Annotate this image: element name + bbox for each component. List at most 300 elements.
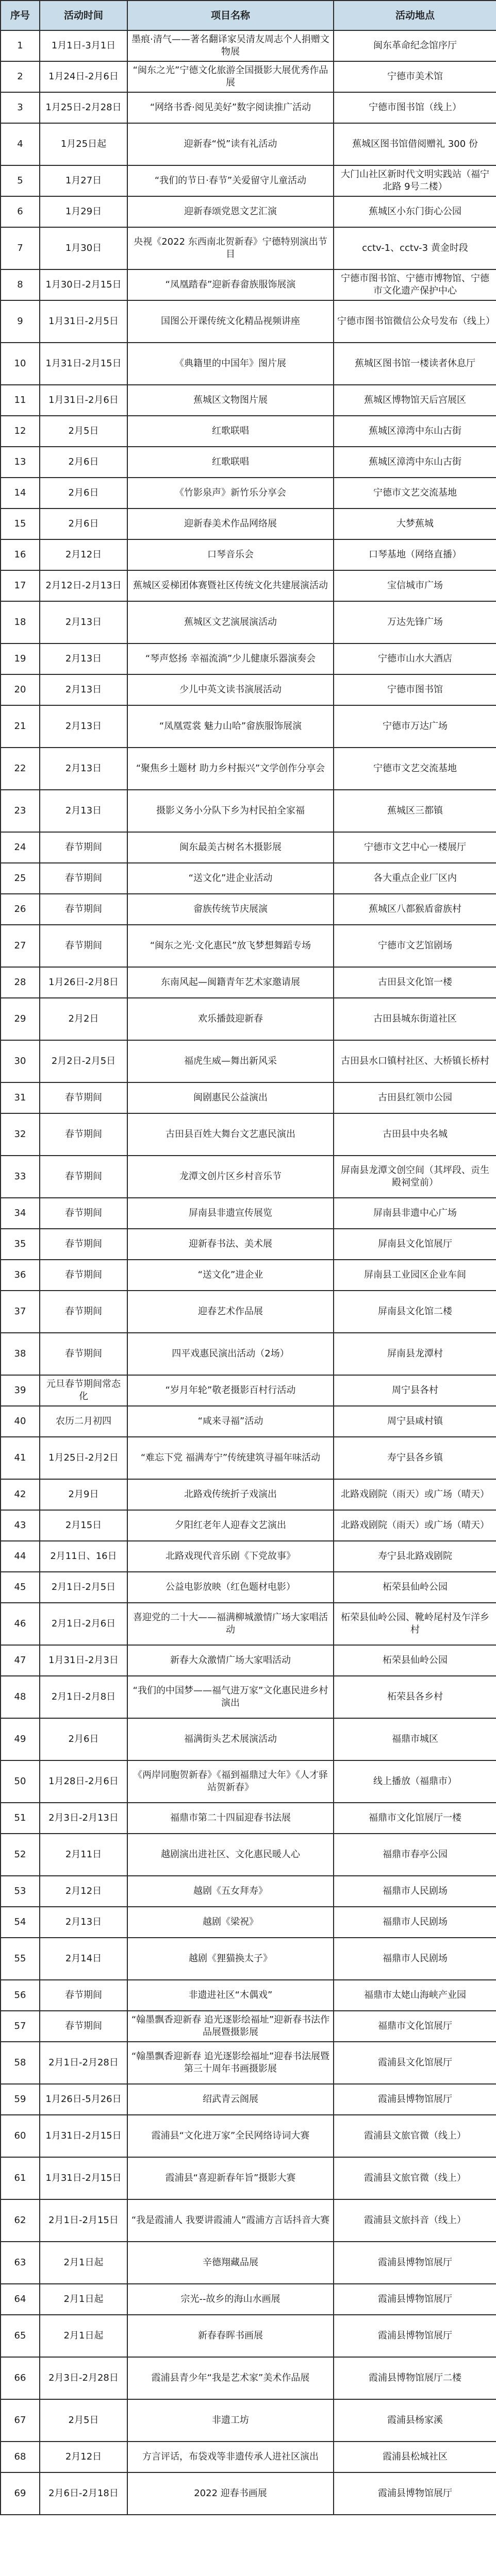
row-time: 1月28日-2月6日 [40, 1760, 127, 1803]
row-name: 福满街头艺术展演活动 [127, 1718, 334, 1760]
row-name: 公益电影放映（红色题材电影） [127, 1572, 334, 1603]
row-name: 蕉城区文艺演展演活动 [127, 601, 334, 643]
row-name: 迎新春“悦”读有礼活动 [127, 123, 334, 165]
table-row [1, 748, 496, 790]
row-location: 古田县红领巾公园 [334, 1082, 496, 1113]
row-time: 2月14日 [40, 1938, 127, 1980]
row-name: 霞浦县“文化进万家”全民网络诗词大赛 [127, 2115, 334, 2157]
row-name: 《竹影泉声》新竹乐分享会 [127, 478, 334, 509]
row-location: 屏南县龙潭文创空间（其坪段、贡生殿祠堂前） [334, 1156, 496, 1198]
row-location: 宁德市图书馆（线上） [334, 92, 496, 123]
row-number: 5 [1, 165, 40, 196]
row-time: 1月29日 [40, 196, 127, 227]
row-time: 2月6日 [40, 478, 127, 509]
row-number: 17 [1, 570, 40, 601]
row-location: 各大重点企业厂区内 [334, 863, 496, 894]
table-row [1, 790, 496, 832]
row-number: 59 [1, 2084, 40, 2115]
row-location: 福鼎市人民剧场 [334, 1907, 496, 1938]
row-name: 蕉城区文物图片展 [127, 385, 334, 416]
row-number: 46 [1, 1603, 40, 1645]
row-number: 20 [1, 674, 40, 705]
row-name: 越剧演出进社区、文化惠民暖人心 [127, 1834, 334, 1876]
row-time: 2月2日 [40, 998, 127, 1040]
row-time: 2月5日 [40, 2399, 127, 2442]
row-number: 23 [1, 790, 40, 832]
row-number: 34 [1, 1198, 40, 1229]
row-name: 2022 迎春书画展 [127, 2472, 334, 2515]
row-number: 12 [1, 416, 40, 447]
row-location: 寿宁县北路戏剧院 [334, 1541, 496, 1572]
row-time: 春节期间 [40, 1291, 127, 1333]
row-name: 喜迎党的二十大——福满柳城激情广场大家唱活动 [127, 1603, 334, 1645]
row-number: 8 [1, 269, 40, 300]
table-row [1, 1876, 496, 1907]
table-row [1, 1760, 496, 1803]
row-location: 福鼎市春亭公园 [334, 1834, 496, 1876]
row-name: “闽东之光”宁德文化旅游全国摄影大展优秀作品展 [127, 61, 334, 92]
table-row [1, 1406, 496, 1437]
row-time: 2月3日-2月13日 [40, 1803, 127, 1834]
row-number: 25 [1, 863, 40, 894]
row-time: 1月31日-2月3日 [40, 1645, 127, 1676]
row-number: 61 [1, 2157, 40, 2199]
row-name: 宗光--故乡的海山水画展 [127, 2284, 334, 2315]
table-row [1, 1803, 496, 1834]
row-location: 蕉城区图书馆一楼读者休息厅 [334, 343, 496, 385]
row-name: 墨痕·清气——著名翻译家吴清友周志个人捐赠文物展 [127, 30, 334, 61]
row-number: 1 [1, 30, 40, 61]
table-row [1, 2472, 496, 2515]
row-location: 霞浦县文旅官微（线上） [334, 2115, 496, 2157]
row-location: 霞浦县文旅抖音（线上） [334, 2199, 496, 2242]
table-row [1, 894, 496, 925]
row-time: 1月31日-2月15日 [40, 343, 127, 385]
row-number: 31 [1, 1082, 40, 1113]
table-row [1, 2115, 496, 2157]
row-time: 2月13日 [40, 790, 127, 832]
row-location: 大门山社区新时代文明实践站（福宁北路 9号二楼） [334, 165, 496, 196]
table-row [1, 1645, 496, 1676]
table-row [1, 863, 496, 894]
table-row [1, 1676, 496, 1718]
row-name: “翰墨飘香迎新春 追光逐影绘福址”迎春书法展暨第三十周年书画摄影展 [127, 2042, 334, 2084]
row-location: 霞浦县文化馆展厅 [334, 2042, 496, 2084]
row-number: 69 [1, 2472, 40, 2515]
row-name: “闽东之光·文化惠民”放飞梦想舞蹈专场 [127, 925, 334, 967]
row-number: 47 [1, 1645, 40, 1676]
row-name: 越剧《梁祝》 [127, 1907, 334, 1938]
row-location: 口琴基地（网络直播） [334, 539, 496, 570]
row-location: 蕉城区八都猴盾畲族村 [334, 894, 496, 925]
table-row [1, 2442, 496, 2472]
row-number: 51 [1, 1803, 40, 1834]
row-time: 2月2日-2月5日 [40, 1040, 127, 1082]
row-location: 古田县城东街道社区 [334, 998, 496, 1040]
row-time: 2月15日 [40, 1510, 127, 1541]
row-time: 春节期间 [40, 1198, 127, 1229]
row-name: 迎新春书法、美术展 [127, 1229, 334, 1260]
table-row [1, 1938, 496, 1980]
table-row [1, 227, 496, 269]
row-name: “岁月年轮”敬老摄影百村行活动 [127, 1375, 334, 1406]
row-time: 2月13日 [40, 674, 127, 705]
row-number: 57 [1, 2011, 40, 2042]
row-number: 27 [1, 925, 40, 967]
row-time: 2月3日-2月28日 [40, 2357, 127, 2399]
row-location: cctv-1、cctv-3 黄金时段 [334, 227, 496, 269]
row-location: 北路戏剧院（雨天）或广场（晴天） [334, 1479, 496, 1510]
table-body [1, 30, 496, 2515]
row-time: 2月1日-2月5日 [40, 1572, 127, 1603]
header-name: 项目名称 [127, 1, 334, 30]
table-row [1, 92, 496, 123]
row-name: “翰墨飘香迎新春 追光逐影绘福址”迎新春书法作品展暨摄影展 [127, 2011, 334, 2042]
row-name: “聚焦乡土题材 助力乡村振兴”文学创作分享会 [127, 748, 334, 790]
table-row [1, 1291, 496, 1333]
table-row [1, 925, 496, 967]
row-time: 2月11日 [40, 1834, 127, 1876]
row-number: 50 [1, 1760, 40, 1803]
row-location: 霞浦县杨家溪 [334, 2399, 496, 2442]
row-time: 2月6日 [40, 447, 127, 478]
row-name: 夕阳红老年人迎春文艺演出 [127, 1510, 334, 1541]
table-row [1, 1333, 496, 1375]
row-number: 15 [1, 509, 40, 539]
table-row [1, 601, 496, 643]
row-number: 63 [1, 2242, 40, 2284]
table-row [1, 998, 496, 1040]
row-number: 54 [1, 1907, 40, 1938]
table-row [1, 2357, 496, 2399]
row-time: 2月1日-2月8日 [40, 1676, 127, 1718]
row-name: 方言评话，布袋戏等非遗传承人进社区演出 [127, 2442, 334, 2472]
row-name: “送文化”进企业 [127, 1260, 334, 1291]
row-number: 43 [1, 1510, 40, 1541]
row-location: 寿宁县各乡镇 [334, 1437, 496, 1479]
row-name: 北路戏现代音乐剧《下党故事》 [127, 1541, 334, 1572]
table-row [1, 1572, 496, 1603]
row-name: 闽东最美古树名木摄影展 [127, 832, 334, 863]
row-number: 64 [1, 2284, 40, 2315]
row-location: 蕉城区三都镇 [334, 790, 496, 832]
row-name: 迎新春美术作品网络展 [127, 509, 334, 539]
row-number: 24 [1, 832, 40, 863]
row-name: 非遗工坊 [127, 2399, 334, 2442]
row-location: 福鼎市人民剧场 [334, 1938, 496, 1980]
row-location: 屏南县龙潭村 [334, 1333, 496, 1375]
row-name: 欢乐播鼓迎新春 [127, 998, 334, 1040]
table-row [1, 1198, 496, 1229]
row-location: 蕉城区小东门街心公园 [334, 196, 496, 227]
row-location: 霞浦县博物馆展厅 [334, 2242, 496, 2284]
row-time: 1月24日-2月6日 [40, 61, 127, 92]
table-row [1, 1113, 496, 1156]
row-location: 周宁县各村 [334, 1375, 496, 1406]
table-row [1, 196, 496, 227]
row-number: 65 [1, 2315, 40, 2357]
row-time: 2月11日、16日 [40, 1541, 127, 1572]
row-location: 霞浦县博物馆展厅 [334, 2472, 496, 2515]
row-number: 22 [1, 748, 40, 790]
table-row [1, 2084, 496, 2115]
row-time: 1月31日-2月5日 [40, 300, 127, 343]
row-name: 越剧《狸猫换太子》 [127, 1938, 334, 1980]
row-location: 霞浦县文旅官微（线上） [334, 2157, 496, 2199]
row-number: 4 [1, 123, 40, 165]
row-number: 2 [1, 61, 40, 92]
row-name: 《两岸同胞贺新春》《福到福鼎过大年》《人才驿站贺新春》 [127, 1760, 334, 1803]
row-number: 21 [1, 705, 40, 748]
row-location: 宁德市美术馆 [334, 61, 496, 92]
row-name: 龙潭文创片区乡村音乐节 [127, 1156, 334, 1198]
row-name: 迎春艺术作品展 [127, 1291, 334, 1333]
header-location: 活动地点 [334, 1, 496, 30]
row-number: 49 [1, 1718, 40, 1760]
row-time: 春节期间 [40, 1113, 127, 1156]
row-number: 60 [1, 2115, 40, 2157]
row-time: 1月31日-2月15日 [40, 2115, 127, 2157]
row-time: 农历二月初四 [40, 1406, 127, 1437]
table-row [1, 705, 496, 748]
row-location: 宁德市图书馆微信公众号发布（线上） [334, 300, 496, 343]
row-time: 2月1日-2月6日 [40, 1603, 127, 1645]
table-row [1, 1718, 496, 1760]
table-row [1, 967, 496, 998]
row-location: 宁德市万达广场 [334, 705, 496, 748]
row-location: 柘荣县仙岭公园 [334, 1645, 496, 1676]
row-time: 2月12日-2月13日 [40, 570, 127, 601]
row-location: 霞浦县博物馆展厅 [334, 2084, 496, 2115]
table-row [1, 1437, 496, 1479]
row-location: 大梦蕉城 [334, 509, 496, 539]
row-time: 2月13日 [40, 601, 127, 643]
row-location: 古田县中央名城 [334, 1113, 496, 1156]
row-number: 11 [1, 385, 40, 416]
header-time: 活动时间 [40, 1, 127, 30]
table-row [1, 2399, 496, 2442]
table-row [1, 570, 496, 601]
row-time: 春节期间 [40, 1082, 127, 1113]
row-location: 周宁县咸村镇 [334, 1406, 496, 1437]
row-time: 1月26日-2月8日 [40, 967, 127, 998]
row-location: 古田县水口镇村社区、大桥镇长桥村 [334, 1040, 496, 1082]
row-name: 红歌联唱 [127, 447, 334, 478]
table-row [1, 1980, 496, 2011]
row-name: 迎新春颂党恩文艺汇演 [127, 196, 334, 227]
table-row [1, 1479, 496, 1510]
row-name: “我们的中国梦——福气进万家”文化惠民进乡村演出 [127, 1676, 334, 1718]
table-row [1, 300, 496, 343]
row-time: 1月25日-2月2日 [40, 1437, 127, 1479]
row-location: 蕉城区漳湾中东山古街 [334, 447, 496, 478]
row-number: 38 [1, 1333, 40, 1375]
row-time: 1月25日起 [40, 123, 127, 165]
row-location: 宁德市山水大酒店 [334, 643, 496, 674]
row-location: 闽东革命纪念馆序厅 [334, 30, 496, 61]
row-number: 56 [1, 1980, 40, 2011]
row-time: 2月1日起 [40, 2284, 127, 2315]
row-name: 霞浦县“喜迎新春年旨”摄影大赛 [127, 2157, 334, 2199]
row-number: 55 [1, 1938, 40, 1980]
row-time: 2月12日 [40, 1876, 127, 1907]
table-row [1, 1040, 496, 1082]
table-header-row [1, 1, 496, 30]
table-row [1, 1603, 496, 1645]
table-row [1, 61, 496, 92]
row-time: 春节期间 [40, 1980, 127, 2011]
row-number: 39 [1, 1375, 40, 1406]
row-number: 37 [1, 1291, 40, 1333]
row-time: 2月1日-2月28日 [40, 2042, 127, 2084]
row-location: 屏南县文化馆展厅 [334, 1229, 496, 1260]
row-location: 福鼎市城区 [334, 1718, 496, 1760]
row-name: 《典籍里的中国年》图片展 [127, 343, 334, 385]
row-time: 2月6日 [40, 1718, 127, 1760]
row-number: 6 [1, 196, 40, 227]
row-location: 柘荣县仙岭公园 [334, 1572, 496, 1603]
row-location: 霞浦县博物馆展厅 [334, 2315, 496, 2357]
row-time: 春节期间 [40, 1260, 127, 1291]
row-name: 霞浦县青少年“我是艺术家”美术作品展 [127, 2357, 334, 2399]
table-row [1, 30, 496, 61]
row-location: 宁德市文艺交流基地 [334, 748, 496, 790]
row-name: 越剧《五女拜寿》 [127, 1876, 334, 1907]
table-row [1, 343, 496, 385]
row-time: 2月6日 [40, 509, 127, 539]
row-location: 屏南县工业园区企业车间 [334, 1260, 496, 1291]
row-number: 9 [1, 300, 40, 343]
row-time: 春节期间 [40, 1333, 127, 1375]
row-name: “凤凰踏春”迎新春畲族服饰展演 [127, 269, 334, 300]
row-number: 30 [1, 1040, 40, 1082]
row-time: 春节期间 [40, 1156, 127, 1198]
row-time: 2月1日起 [40, 2242, 127, 2284]
table-row [1, 165, 496, 196]
row-name: 畲族传统节庆展演 [127, 894, 334, 925]
row-time: 1月30日 [40, 227, 127, 269]
table-row [1, 832, 496, 863]
table-row [1, 2199, 496, 2242]
table-row [1, 643, 496, 674]
table-row [1, 674, 496, 705]
row-number: 19 [1, 643, 40, 674]
row-name: 新春大众激情广场大家唱活动 [127, 1645, 334, 1676]
row-location: 万达先锋广场 [334, 601, 496, 643]
table-row [1, 1375, 496, 1406]
row-number: 14 [1, 478, 40, 509]
table-row [1, 1229, 496, 1260]
row-time: 春节期间 [40, 894, 127, 925]
table-row [1, 2242, 496, 2284]
row-name: 国图公开课传统文化精品视频讲座 [127, 300, 334, 343]
row-name: “送文化”进企业活动 [127, 863, 334, 894]
row-name: 古田县百姓大舞台文艺惠民演出 [127, 1113, 334, 1156]
row-location: 柘荣县仙岭公园、靴岭尾村及乍洋乡村 [334, 1603, 496, 1645]
row-time: 春节期间 [40, 832, 127, 863]
row-time: 元旦春节期间常态化 [40, 1375, 127, 1406]
row-number: 32 [1, 1113, 40, 1156]
row-time: 1月30日-2月15日 [40, 269, 127, 300]
row-location: 蕉城区博物馆天后宫展区 [334, 385, 496, 416]
row-number: 44 [1, 1541, 40, 1572]
row-name: 四平戏惠民演出活动（2场） [127, 1333, 334, 1375]
row-number: 45 [1, 1572, 40, 1603]
table-row [1, 1082, 496, 1113]
row-time: 春节期间 [40, 1229, 127, 1260]
row-number: 41 [1, 1437, 40, 1479]
row-location: 宝信城市广场 [334, 570, 496, 601]
table-row [1, 478, 496, 509]
row-location: 福鼎市文化馆展厅 [334, 2011, 496, 2042]
table-row [1, 447, 496, 478]
row-number: 28 [1, 967, 40, 998]
row-name: 非遗进社区“木偶戏” [127, 1980, 334, 2011]
row-location: 柘荣县各乡村 [334, 1676, 496, 1718]
row-time: 1月1日-3月1日 [40, 30, 127, 61]
row-name: 口琴音乐会 [127, 539, 334, 570]
row-name: “网络书香·阅见美好”数字阅读推广活动 [127, 92, 334, 123]
table-row [1, 1907, 496, 1938]
row-number: 58 [1, 2042, 40, 2084]
row-number: 67 [1, 2399, 40, 2442]
row-location: 屏南县文化馆二楼 [334, 1291, 496, 1333]
row-name: “咸来寻福”活动 [127, 1406, 334, 1437]
row-time: 2月13日 [40, 748, 127, 790]
row-time: 2月9日 [40, 1479, 127, 1510]
row-number: 26 [1, 894, 40, 925]
table-row [1, 2011, 496, 2042]
row-location: 福鼎市文化馆展厅一楼 [334, 1803, 496, 1834]
row-location: 宁德市图书馆、宁德市博物馆、宁德市文化遗产保护中心 [334, 269, 496, 300]
row-number: 40 [1, 1406, 40, 1437]
row-name: 屏南县非遗宣传展览 [127, 1198, 334, 1229]
table-row [1, 1834, 496, 1876]
row-location: 霞浦县博物馆展厅 [334, 2284, 496, 2315]
row-time: 2月6日-2月18日 [40, 2472, 127, 2515]
row-name: 福虎生威—舞出新风采 [127, 1040, 334, 1082]
row-time: 1月25日-2月28日 [40, 92, 127, 123]
table-row [1, 416, 496, 447]
row-name: 辛德翔藏品展 [127, 2242, 334, 2284]
row-location: 古田县文化馆一楼 [334, 967, 496, 998]
row-time: 1月26日-5月26日 [40, 2084, 127, 2115]
row-name: “难忘下党 福满寿宁”传统建筑寻福年味活动 [127, 1437, 334, 1479]
row-name: 少儿中英文读书演展活动 [127, 674, 334, 705]
table-row [1, 123, 496, 165]
row-number: 35 [1, 1229, 40, 1260]
row-location: 宁德市图书馆 [334, 674, 496, 705]
row-time: 2月12日 [40, 2442, 127, 2472]
row-location: 屏南县非遗中心广场 [334, 1198, 496, 1229]
row-number: 68 [1, 2442, 40, 2472]
row-location: 福鼎市太姥山海峡产业园 [334, 1980, 496, 2011]
row-location: 蕉城区漳湾中东山古街 [334, 416, 496, 447]
table-row [1, 539, 496, 570]
row-name: 福鼎市第二十四届迎春书法展 [127, 1803, 334, 1834]
row-time: 春节期间 [40, 2011, 127, 2042]
row-number: 7 [1, 227, 40, 269]
row-location: 宁德市文艺中心一楼展厅 [334, 832, 496, 863]
row-location: 北路戏剧院（雨天）或广场（晴天） [334, 1510, 496, 1541]
header-no: 序号 [1, 1, 40, 30]
row-name: 绍武青云阁展 [127, 2084, 334, 2115]
row-number: 53 [1, 1876, 40, 1907]
table-row [1, 1541, 496, 1572]
row-time: 2月13日 [40, 1907, 127, 1938]
row-time: 1月27日 [40, 165, 127, 196]
table-row [1, 2315, 496, 2357]
